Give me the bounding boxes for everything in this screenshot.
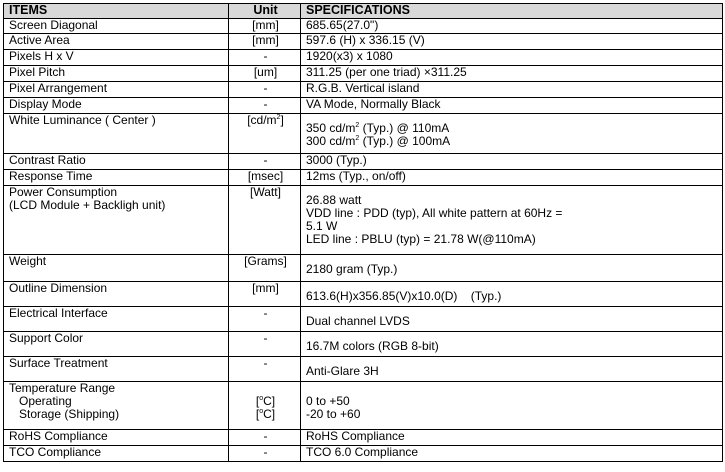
unit-cell: - bbox=[229, 332, 301, 357]
item-cell: Weight bbox=[4, 255, 229, 282]
table-row bbox=[4, 154, 723, 170]
item-cell: Screen Diagonal bbox=[4, 19, 229, 34]
power-row bbox=[4, 186, 723, 255]
header-row bbox=[4, 4, 723, 19]
spec-cell: 597.6 (H) x 336.15 (V) bbox=[301, 34, 723, 50]
item-cell: Pixel Arrangement bbox=[4, 82, 229, 98]
item-cell: TCO Compliance bbox=[4, 446, 229, 462]
table-row bbox=[4, 170, 723, 186]
spec-cell: 12ms (Typ., on/off) bbox=[301, 170, 723, 186]
item-cell: Surface Treatment bbox=[4, 357, 229, 382]
unit-cell: - bbox=[229, 430, 301, 446]
table-row bbox=[4, 430, 723, 446]
unit-header: Unit bbox=[229, 4, 301, 19]
spec-table bbox=[3, 3, 723, 462]
item-cell: Active Area bbox=[4, 34, 229, 50]
item-cell: Display Mode bbox=[4, 98, 229, 114]
item-cell: Pixel Pitch bbox=[4, 66, 229, 82]
table-row bbox=[4, 332, 723, 357]
spec-cell: R.G.B. Vertical island bbox=[301, 82, 723, 98]
table-row bbox=[4, 50, 723, 66]
unit-cell: [Watt] bbox=[229, 186, 301, 255]
item-cell: Electrical Interface bbox=[4, 307, 229, 332]
spec-cell: TCO 6.0 Compliance bbox=[301, 446, 723, 462]
unit-cell: [mm] bbox=[229, 34, 301, 50]
temperature-row bbox=[4, 382, 723, 430]
items-header: ITEMS bbox=[4, 4, 229, 19]
item-cell: Response Time bbox=[4, 170, 229, 186]
unit-cell: - bbox=[229, 154, 301, 170]
table-row bbox=[4, 307, 723, 332]
spec-cell: 350 $cd/m^2$ (Typ.) @ 110mA 300 $cd/m^2$ (Typ.) @ 100mA bbox=[301, 114, 723, 154]
unit-cell: - bbox=[229, 307, 301, 332]
spec-cell: 2180 gram (Typ.) bbox=[301, 255, 723, 282]
item-cell: Pixels H x V bbox=[4, 50, 229, 66]
table-row bbox=[4, 446, 723, 462]
unit-cell: [mm] bbox=[229, 19, 301, 34]
table-row bbox=[4, 19, 723, 34]
spec-cell: Anti-Glare 3H bbox=[301, 357, 723, 382]
spec-cell: RoHS Compliance bbox=[301, 430, 723, 446]
spec-cell: VA Mode, Normally Black bbox=[301, 98, 723, 114]
spec-cell: 613.6(H)x356.85(V)x10.0(D) (Typ.) bbox=[301, 282, 723, 307]
item-cell: Contrast Ratio bbox=[4, 154, 229, 170]
spec-cell: 3000 (Typ.) bbox=[301, 154, 723, 170]
unit-cell: - bbox=[229, 82, 301, 98]
item-cell: Temperature Range Operating Storage (Shipping) bbox=[4, 382, 229, 430]
item-cell: Outline Dimension bbox=[4, 282, 229, 307]
unit-cell: [um] bbox=[229, 66, 301, 82]
table-row bbox=[4, 66, 723, 82]
table-row bbox=[4, 98, 723, 114]
spec-cell: 16.7M colors (RGB 8-bit) bbox=[301, 332, 723, 357]
table-row bbox=[4, 282, 723, 307]
unit-cell: - bbox=[229, 98, 301, 114]
table-row bbox=[4, 255, 723, 282]
unit-cell: - bbox=[229, 446, 301, 462]
spec-cell: 26.88 watt VDD line : PDD (typ), All white pattern at 60Hz = 5.1 W LED line : PBLU (typ) = 21.78 W(@110mA) bbox=[301, 186, 723, 255]
item-cell: Power Consumption (LCD Module + Backligh unit) bbox=[4, 186, 229, 255]
unit-cell: [Grams] bbox=[229, 255, 301, 282]
unit-cell: [mm] bbox=[229, 282, 301, 307]
item-cell: RoHS Compliance bbox=[4, 430, 229, 446]
table-row bbox=[4, 34, 723, 50]
unit-cell: - bbox=[229, 357, 301, 382]
item-cell: White Luminance ( Center ) bbox=[4, 114, 229, 154]
luminance-row bbox=[4, 114, 723, 154]
unit-cell: - bbox=[229, 50, 301, 66]
spec-cell: Dual channel LVDS bbox=[301, 307, 723, 332]
spec-cell: 1920(x3) x 1080 bbox=[301, 50, 723, 66]
table-row bbox=[4, 357, 723, 382]
spec-cell: 0 to +50 -20 to +60 bbox=[301, 382, 723, 430]
spec-cell: 685.65(27.0") bbox=[301, 19, 723, 34]
table-row bbox=[4, 82, 723, 98]
unit-cell: [$^o$C] [$^o$C] bbox=[229, 382, 301, 430]
specs-header: SPECIFICATIONS bbox=[301, 4, 723, 19]
item-cell: Support Color bbox=[4, 332, 229, 357]
unit-cell: $[cd/m^2]$ bbox=[229, 114, 301, 154]
spec-cell: 311.25 (per one triad) ×311.25 bbox=[301, 66, 723, 82]
unit-cell: [msec] bbox=[229, 170, 301, 186]
